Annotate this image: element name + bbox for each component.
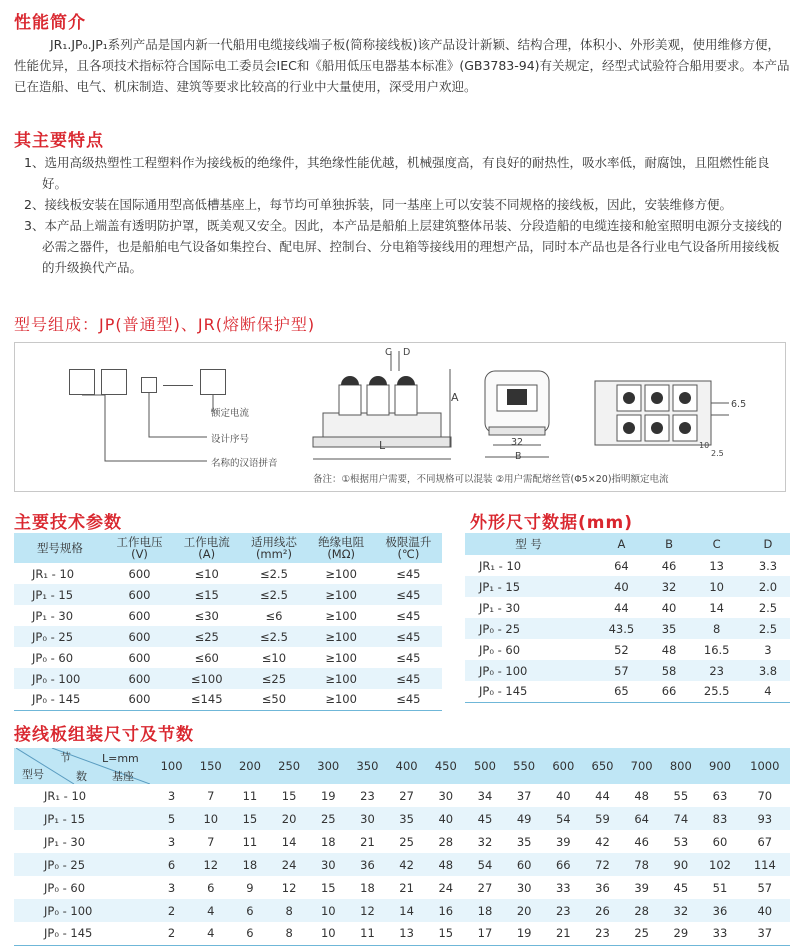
table-cell: ≥100	[325, 566, 357, 581]
tech-title: 主要技术参数	[14, 513, 122, 533]
table-cell: 13	[399, 926, 414, 941]
table-cell: ≤2.5	[259, 566, 288, 581]
corner-lmm: L=mm	[102, 752, 139, 765]
table-cell: 19	[516, 926, 532, 941]
table-cell: 60	[516, 857, 532, 872]
table-cell: 42	[399, 857, 414, 872]
table-cell: ≤10	[261, 650, 287, 665]
header-cell: 200	[238, 759, 261, 773]
table-row	[465, 576, 790, 597]
table-cell: 10	[320, 903, 336, 918]
table-cell: JP₀ - 60	[479, 642, 521, 657]
table-cell: JP₁ - 15	[479, 579, 521, 594]
table-cell: 3	[167, 788, 176, 803]
header-cell: 型 号	[515, 537, 542, 551]
table-cell: 28	[634, 903, 649, 918]
table-cell: 36	[360, 857, 375, 872]
table-cell: 27	[477, 880, 493, 895]
table-cell: 39	[634, 880, 649, 895]
table-cell: 21	[399, 880, 414, 895]
table-cell: ≤2.5	[259, 587, 288, 602]
table-cell: 14	[399, 903, 414, 918]
table-cell: 2.0	[758, 579, 778, 594]
corner-xinghao: 型号	[22, 768, 44, 781]
table-cell: 32	[661, 579, 677, 594]
table-row	[14, 876, 790, 899]
table-row	[14, 899, 790, 922]
table-cell: 7	[207, 788, 215, 803]
table-cell: 74	[673, 811, 689, 826]
table-cell: ≤45	[396, 629, 421, 644]
header-cell: 绝缘电阻 (MΩ)	[318, 535, 365, 561]
table-cell: 600	[128, 671, 151, 686]
header-cell: 适用线芯 (mm²)	[250, 535, 297, 561]
table-cell: 24	[438, 880, 454, 895]
table-row	[14, 689, 442, 710]
tech-table	[14, 533, 442, 711]
table-cell: ≤30	[194, 608, 219, 623]
intro-paragraph: JR₁.JP₀.JP₁系列产品是国内新一代船用电缆接线端子板(简称接线板)该产品设计新颖、结构合理，体积小、外形美观，使用维修方便，性能优异，且各项技术指标符合国际电工委员会IEC和《船用低压电器基本标准》(GB3783-94)有关规定，经型式试验符合船用要求。本产品已在造船、电气、机床制造、建筑等要求比较高的行业中大量使用，深受用户欢迎。	[14, 37, 790, 94]
table-cell: 45	[673, 880, 689, 895]
table-cell: 102	[709, 857, 731, 872]
table-cell: 23	[595, 926, 610, 941]
table-cell: 25	[399, 834, 414, 849]
table-cell: 25	[634, 926, 649, 941]
table-cell: 10	[320, 926, 336, 941]
header-cell: D	[763, 537, 773, 551]
dim-l: L	[379, 439, 386, 452]
table-cell: 11	[242, 788, 258, 803]
table-cell: ≤6	[265, 608, 283, 623]
dim-10: 10	[699, 441, 710, 450]
table-cell: JR₁ - 10	[44, 788, 87, 803]
header-cell: 100	[160, 759, 183, 773]
table-cell: 23	[709, 663, 724, 678]
table-cell: JP₀ - 25	[479, 621, 521, 636]
table-row	[465, 660, 790, 681]
table-cell: 14	[709, 600, 724, 615]
table-cell: 37	[516, 788, 532, 803]
block-table	[14, 748, 790, 946]
table-cell: 15	[438, 926, 454, 941]
table-cell: 83	[712, 811, 728, 826]
feature-item: 2、接线板安装在国际通用型高低槽基座上，每节均可单独拆装，同一基座上可以安装不同规格的接线板，因此，安装维修方便。	[24, 197, 732, 212]
table-cell: ≥100	[325, 608, 357, 623]
features-title: 其主要特点	[14, 131, 104, 151]
table-cell: 6	[167, 857, 176, 872]
table-cell: 8	[285, 903, 293, 918]
table-row	[465, 555, 790, 576]
table-row	[14, 584, 442, 605]
table-cell: 46	[661, 558, 677, 573]
table-cell: JP₀ - 25	[44, 857, 86, 872]
table-cell: 59	[595, 811, 610, 826]
table-cell: JP₀ - 100	[479, 663, 528, 678]
table-cell: JP₀ - 145	[32, 692, 81, 707]
table-cell: 11	[360, 926, 375, 941]
table-cell: 40	[757, 903, 773, 918]
header-cell: 工作电压 (V)	[116, 535, 163, 561]
table-cell: 18	[360, 880, 375, 895]
table-cell: 600	[128, 629, 151, 644]
block-title: 接线板组装尺寸及节数	[14, 725, 194, 745]
corner-jie: 节	[60, 751, 71, 764]
table-cell: JP₁ - 15	[44, 811, 86, 826]
table-cell: JP₁ - 30	[44, 834, 86, 849]
dim-c: C	[385, 347, 392, 358]
table-cell: ≤25	[194, 629, 219, 644]
table-cell: 53	[673, 834, 689, 849]
table-cell: 12	[360, 903, 375, 918]
table-cell: 25.5	[703, 684, 730, 699]
table-cell: 40	[438, 811, 454, 826]
table-cell: 10	[709, 579, 724, 594]
table-cell: 57	[757, 880, 773, 895]
header-cell: 800	[669, 759, 692, 773]
table-cell: 57	[614, 663, 629, 678]
table-cell: JP₀ - 100	[32, 671, 81, 686]
table-cell: 21	[360, 834, 375, 849]
header-cell: 500	[473, 759, 496, 773]
table-cell: 40	[661, 600, 677, 615]
table-cell: 30	[516, 880, 532, 895]
table-cell: JP₀ - 60	[32, 650, 74, 665]
table-cell: ≤45	[396, 566, 421, 581]
table-cell: ≥100	[325, 692, 357, 707]
table-cell: 114	[753, 857, 776, 872]
table-cell: ≤60	[194, 650, 219, 665]
header-cell: 650	[591, 759, 614, 773]
dim-32: 32	[511, 437, 524, 448]
table-cell: 35	[661, 621, 677, 636]
feature-item: 3、本产品上端盖有透明防护罩，既美观又安全。因此，本产品是船舶上层建筑整体吊装、分段造船的电缆连接和舱室照明电源分支接线的必需之器件，也是船舶电气设备如集控台、配电屏、控制台、分电箱等接线用的理想产品，同时本产品也是各行业电气设备所用接线板的升级换代产品。	[24, 218, 782, 275]
table-row	[14, 605, 442, 626]
table-cell: 18	[320, 834, 336, 849]
table-cell: 9	[246, 880, 254, 895]
features-list	[14, 152, 790, 278]
table-cell: JP₀ - 25	[32, 629, 74, 644]
table-cell: 30	[320, 857, 336, 872]
table-cell: 44	[595, 788, 610, 803]
table-cell: 600	[128, 566, 151, 581]
table-cell: 2	[167, 926, 176, 941]
table-cell: 600	[128, 587, 151, 602]
dim-d: D	[403, 347, 411, 358]
table-cell: ≤2.5	[259, 629, 288, 644]
header-cell: 工作电流 (A)	[183, 535, 230, 561]
header-cell: 400	[395, 759, 418, 773]
table-cell: 36	[712, 903, 728, 918]
table-cell: JP₁ - 30	[32, 608, 74, 623]
corner-shu: 数	[76, 770, 87, 783]
header-cell: 150	[199, 759, 222, 773]
table-cell: 3.3	[758, 558, 778, 573]
table-cell: 6	[246, 926, 254, 941]
table-row	[14, 626, 442, 647]
table-cell: 93	[757, 811, 773, 826]
table-cell: 28	[438, 834, 454, 849]
table-header-row	[465, 533, 790, 555]
table-cell: ≤25	[261, 671, 287, 686]
table-cell: 20	[281, 811, 297, 826]
header-cell: 250	[278, 759, 301, 773]
table-cell: 63	[712, 788, 728, 803]
table-cell: 600	[128, 692, 151, 707]
table-cell: 3.8	[758, 663, 778, 678]
header-cell: 900	[709, 759, 731, 773]
table-cell: 64	[634, 811, 649, 826]
label-pinyin-name: 名称的汉语拼音	[211, 458, 278, 469]
table-cell: JP₀ - 100	[44, 903, 93, 918]
header-cell: 350	[356, 759, 379, 773]
table-cell: 2.5	[758, 621, 778, 636]
table-cell: 20	[516, 903, 532, 918]
table-cell: 35	[516, 834, 532, 849]
table-cell: 46	[634, 834, 649, 849]
dimension-table	[465, 533, 790, 703]
header-cell: 600	[552, 759, 575, 773]
table-cell: 42	[595, 834, 610, 849]
table-row	[465, 618, 790, 639]
header-cell: 300	[317, 759, 340, 773]
table-cell: 26	[595, 903, 610, 918]
table-cell: 60	[712, 834, 728, 849]
table-cell: ≥100	[325, 650, 357, 665]
header-cell: 450	[434, 759, 457, 773]
dimension-title: 外形尺寸数据(mm)	[470, 513, 633, 533]
table-cell: 11	[242, 834, 258, 849]
table-cell: 54	[555, 811, 571, 826]
table-cell: ≤10	[194, 566, 219, 581]
table-row	[14, 830, 790, 853]
table-cell: 15	[320, 880, 336, 895]
table-cell: 40	[614, 579, 629, 594]
table-header-row	[14, 533, 442, 563]
table-cell: 72	[595, 857, 610, 872]
table-row	[14, 647, 442, 668]
table-cell: 32	[477, 834, 493, 849]
table-cell: 40	[555, 788, 571, 803]
table-row	[14, 853, 790, 876]
dim-2-5: 2.5	[711, 449, 724, 458]
table-cell: 16	[438, 903, 454, 918]
table-cell: 23	[555, 903, 571, 918]
table-cell: 3	[167, 880, 176, 895]
table-cell: 15	[281, 788, 297, 803]
table-cell: 29	[673, 926, 689, 941]
table-row	[14, 784, 790, 807]
header-cell: 型号规格	[36, 541, 83, 555]
table-cell: 24	[281, 857, 297, 872]
table-cell: 16.5	[703, 642, 730, 657]
table-cell: 600	[128, 650, 151, 665]
label-design-number: 设计序号	[211, 434, 250, 445]
table-cell: 7	[207, 834, 215, 849]
table-cell: ≥100	[325, 629, 357, 644]
feature-item: 1、选用高级热塑性工程塑料作为接线板的绝缘件，其绝缘性能优越，机械强度高，有良好的耐热性，吸水率低，耐腐蚀，且阻燃性能良好。	[24, 155, 770, 191]
table-cell: 6	[207, 880, 215, 895]
table-cell: 35	[399, 811, 414, 826]
diagram-note: 备注：①根据用户需要，不同规格可以混装 ②用户需配熔丝管(Φ5×20)指明额定电流	[313, 474, 669, 485]
table-cell: 12	[203, 857, 219, 872]
table-cell: 67	[757, 834, 773, 849]
table-cell: 21	[555, 926, 571, 941]
table-cell: 39	[555, 834, 571, 849]
table-cell: 37	[757, 926, 773, 941]
table-cell: 30	[360, 811, 375, 826]
table-cell: JP₀ - 145	[479, 684, 528, 699]
table-cell: 48	[634, 788, 649, 803]
table-header-row	[14, 748, 790, 784]
table-cell: JP₁ - 30	[479, 600, 521, 615]
table-cell: 30	[438, 788, 454, 803]
table-cell: ≤100	[190, 671, 223, 686]
table-cell: 4	[207, 903, 215, 918]
table-cell: 66	[555, 857, 571, 872]
table-cell: 52	[614, 642, 629, 657]
header-cell: 1000	[750, 759, 780, 773]
table-cell: JP₀ - 145	[44, 926, 93, 941]
table-row	[14, 563, 442, 584]
table-cell: 6	[246, 903, 254, 918]
table-cell: 2.5	[758, 600, 778, 615]
table-cell: 78	[634, 857, 649, 872]
table-cell: 27	[399, 788, 414, 803]
model-title: 型号组成：JP(普通型)、JR(熔断保护型)	[14, 315, 316, 334]
table-cell: 5	[167, 811, 176, 826]
table-cell: 33	[712, 926, 728, 941]
table-cell: ≤15	[194, 587, 219, 602]
table-row	[14, 668, 442, 689]
header-corner	[14, 748, 152, 784]
table-cell: JP₁ - 15	[32, 587, 74, 602]
table-cell: 32	[673, 903, 689, 918]
table-cell: 48	[438, 857, 454, 872]
table-cell: 64	[614, 558, 629, 573]
dim-a: A	[451, 391, 459, 404]
table-cell: ≥100	[325, 587, 357, 602]
header-cell: B	[665, 537, 673, 551]
table-cell: 23	[360, 788, 375, 803]
table-cell: 4	[764, 684, 772, 699]
table-cell: 2	[167, 903, 176, 918]
table-cell: ≤45	[396, 587, 421, 602]
table-cell: 15	[242, 811, 258, 826]
table-cell: 18	[242, 857, 258, 872]
table-cell: 12	[281, 880, 297, 895]
table-cell: 18	[477, 903, 493, 918]
table-cell: 54	[477, 857, 493, 872]
table-cell: 33	[555, 880, 571, 895]
table-cell: 90	[673, 857, 689, 872]
dim-6-5: 6.5	[731, 399, 747, 410]
table-cell: ≤45	[396, 650, 421, 665]
table-cell: ≤45	[396, 671, 421, 686]
table-cell: 51	[712, 880, 728, 895]
table-row	[465, 639, 790, 660]
table-cell: 45	[477, 811, 493, 826]
table-cell: 3	[167, 834, 176, 849]
table-cell: 49	[516, 811, 532, 826]
table-cell: JP₀ - 60	[44, 880, 86, 895]
table-cell: 58	[661, 663, 677, 678]
table-cell: 8	[285, 926, 293, 941]
table-cell: ≥100	[325, 671, 357, 686]
model-diagram-panel	[14, 342, 786, 492]
table-cell: ≤50	[261, 692, 287, 707]
table-row	[465, 597, 790, 618]
table-cell: 65	[614, 684, 629, 699]
table-cell: 55	[673, 788, 689, 803]
table-cell: 3	[764, 642, 772, 657]
table-row	[465, 681, 790, 702]
header-cell: 极限温升 (℃)	[385, 535, 432, 561]
table-row	[14, 807, 790, 830]
intro-title: 性能简介	[14, 13, 86, 33]
table-cell: 4	[207, 926, 215, 941]
table-cell: 43.5	[608, 621, 635, 636]
table-cell: 8	[713, 621, 721, 636]
table-cell: JR₁ - 10	[32, 566, 75, 581]
table-cell: ≤45	[396, 692, 421, 707]
terminal-side-view	[481, 363, 571, 463]
header-cell: A	[617, 537, 626, 551]
table-cell: 36	[595, 880, 610, 895]
table-cell: 17	[477, 926, 493, 941]
table-cell: 13	[709, 558, 724, 573]
table-cell: 19	[320, 788, 336, 803]
table-cell: JR₁ - 10	[479, 558, 522, 573]
table-cell: 66	[661, 684, 677, 699]
label-rated-current: 额定电流	[211, 408, 250, 419]
table-cell: 10	[203, 811, 219, 826]
table-cell: ≤145	[190, 692, 223, 707]
table-cell: 44	[614, 600, 629, 615]
header-cell: 700	[630, 759, 653, 773]
table-cell: ≤45	[396, 608, 421, 623]
table-row	[14, 922, 790, 945]
table-cell: 600	[128, 608, 151, 623]
table-cell: 34	[477, 788, 493, 803]
header-cell: 550	[513, 759, 536, 773]
table-cell: 14	[281, 834, 297, 849]
dim-b: B	[515, 451, 522, 462]
corner-jizuo: 基座	[112, 770, 134, 783]
table-cell: 25	[320, 811, 336, 826]
header-cell: C	[712, 537, 721, 551]
table-cell: 48	[661, 642, 677, 657]
table-cell: 70	[757, 788, 773, 803]
